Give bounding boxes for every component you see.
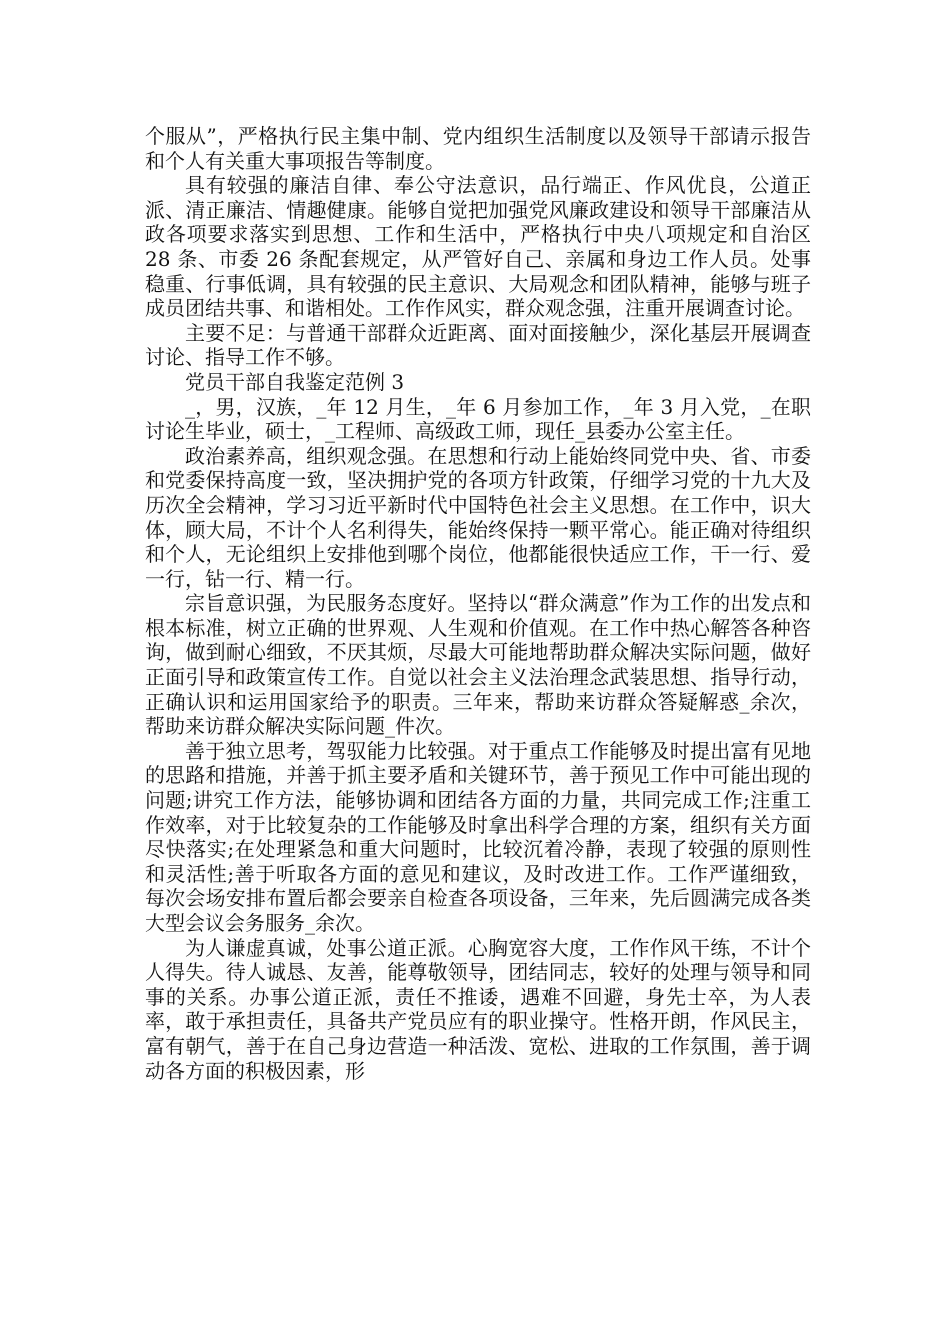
paragraph-8: 善于独立思考，驾驭能力比较强。对于重点工作能够及时提出富有见地的思路和措施，并善于抓主要矛盾和关键环节，善于预见工作中可能出现的问题;讲究工作方法，能够协调和团结各方面的力量，共同完成工作;注重工作效率，对于比较复杂的工作能够及时拿出科学合理的方案，组织有关方面尽快落实;在处理紧急和重大问题时，比较沉着冷静，表现了较强的原则性和灵活性;善于听取各方面的意见和建议，及时改进工作。工作严谨细致，每次会场安排布置后都会要亲自检查各项设备，三年来，先后圆满完成各类大型会议会务服务_余次。 [145, 738, 811, 935]
paragraph-2: 具有较强的廉洁自律、奉公守法意识，品行端正、作风优良，公道正派、清正廉洁、情趣健康。能够自觉把加强党风廉政建设和领导干部廉洁从政各项要求落实到思想、工作和生活中，严格执行中央八项规定和自治区 28 条、市委 26 条配套规定，从严管好自己、亲属和身边工作人员。处事稳重、行事低调，具有较强的民主意识、大局观念和团队精神，能够与班子成员团结共事、和谐相处。工作作风实，群众观念强，注重开展调查讨论。 [145, 173, 811, 321]
paragraph-6: 政治素养高，组织观念强。在思想和行动上能始终同党中央、省、市委和党委保持高度一致，坚决拥护党的各项方针政策，仔细学习党的十九大及历次全会精神，学习习近平新时代中国特色社会主义思想。在工作中，识大体，顾大局，不计个人名利得失，能始终保持一颗平常心。能正确对待组织和个人，无论组织上安排他到哪个岗位，他都能很快适应工作，干一行、爱一行，钻一行、精一行。 [145, 443, 811, 591]
paragraph-1: 个服从”，严格执行民主集中制、党内组织生活制度以及领导干部请示报告和个人有关重大事项报告等制度。 [145, 124, 811, 173]
document-body [145, 124, 811, 1083]
paragraph-7: 宗旨意识强，为民服务态度好。坚持以“群众满意”作为工作的出发点和根本标准，树立正确的世界观、人生观和价值观。在工作中热心解答各种咨询，做到耐心细致，不厌其烦，尽最大可能地帮助群众解决实际问题，做好正面引导和政策宣传工作。自觉以社会主义法治理念武装思想、指导行动，正确认识和运用国家给予的职责。三年来，帮助来访群众答疑解惑_余次，帮助来访群众解决实际问题_件次。 [145, 591, 811, 739]
paragraph-9: 为人谦虚真诚，处事公道正派。心胸宽容大度，工作作风干练，不计个人得失。待人诚恳、友善，能尊敬领导，团结同志，较好的处理与领导和同事的关系。办事公道正派，责任不推诿，遇难不回避，身先士卒，为人表率，敢于承担责任，具备共产党员应有的职业操守。性格开朗，作风民主，富有朝气，善于在自己身边营造一种活泼、宽松、进取的工作氛围，善于调动各方面的积极因素，形 [145, 935, 811, 1083]
paragraph-3: 主要不足：与普通干部群众近距离、面对面接触少，深化基层开展调查讨论、指导工作不够。 [145, 320, 811, 370]
paragraph-5: _，男，汉族，_年 12 月生，_年 6 月参加工作，_年 3 月入党，_在职讨论生毕业，硕士，_工程师、高级政工师，现任_县委办公室主任。 [145, 394, 811, 444]
section-heading: 党员干部自我鉴定范例 3 [185, 369, 405, 394]
